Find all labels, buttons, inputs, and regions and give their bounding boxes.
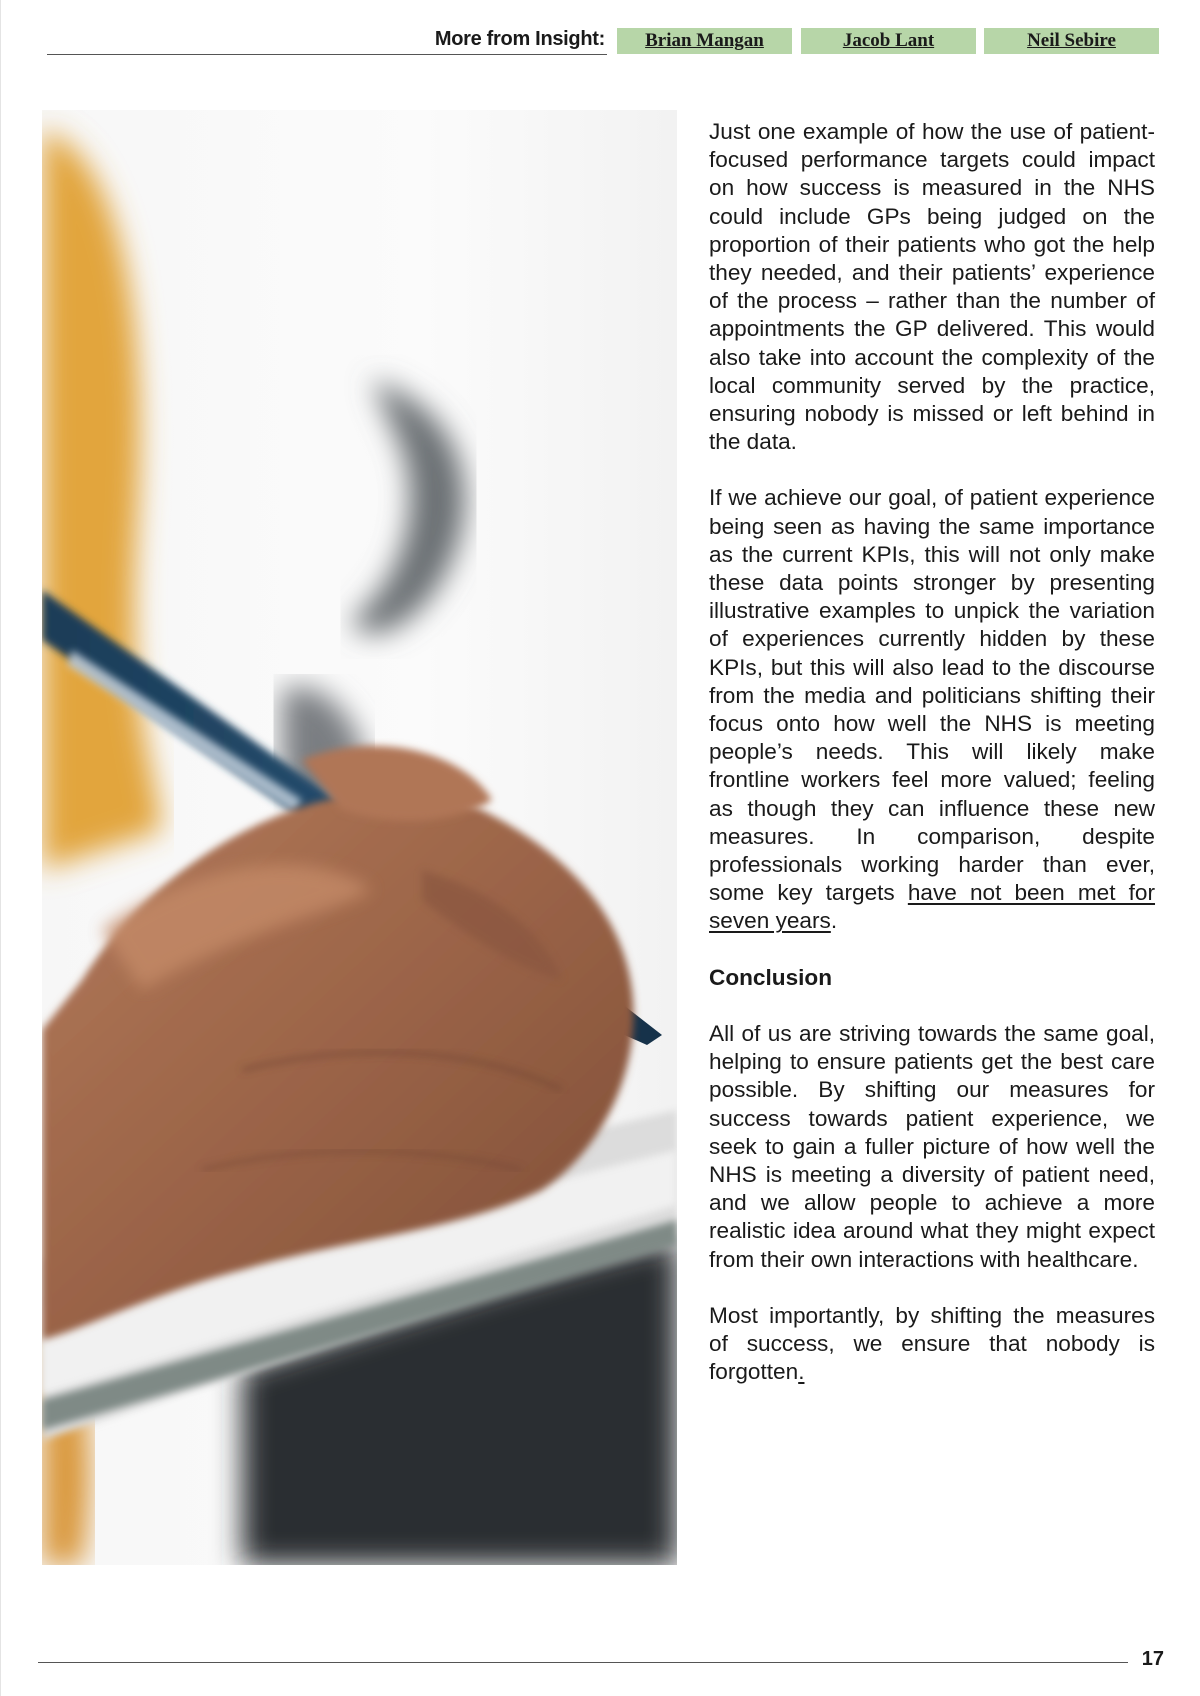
- page-edge: [0, 0, 1, 1696]
- paragraph-2-text: If we achieve our goal, of patient experience being seen as having the same importance as the current KPIs, this will not only make these data points stronger by presenting illustrative examples to unpick the variation of experiences currently hidden by these KPIs, but this will also lead to the discourse from the media and politicians shifting their focus onto how well the NHS is meeting people’s needs. This will likely make frontline workers feel more valued; feeling as though they can influence these new measures. In comparison, despite professionals working harder than ever, some key targets: [709, 485, 1155, 906]
- seven-years-link[interactable]: have not been met for seven years: [709, 880, 1156, 934]
- conclusion-heading: Conclusion: [709, 964, 833, 990]
- hand-writing-illustration: [42, 110, 677, 1565]
- article-body: [709, 118, 1155, 1414]
- more-from-insight-label: More from Insight:: [434, 28, 605, 50]
- paragraph-4-text: Most importantly, by shifting the measures of success, we ensure that nobody is forgotten: [709, 1302, 1155, 1385]
- paragraph-2-end: .: [830, 908, 838, 934]
- paragraph-3: All of us are striving towards the same goal, helping to ensure patients get the best care possible. By shifting our measures for success towards patient experience, we seek to gain a fuller picture of how well the NHS is meeting a diversity of patient need, and we allow people to achieve a more realistic idea around what they might expect from their own interactions with healthcare.: [709, 1020, 1155, 1272]
- paragraph-4: [709, 1302, 1155, 1387]
- paragraph-1: Just one example of how the use of patient-focused performance targets could impact on how success is measured in the NHS could include GPs being judged on the proportion of their patients who got the help they needed, and their patients’ experience of the process – rather than the number of appointments the GP delivered. This would also take into account the complexity of the local community served by the practice, ensuring nobody is missed or left behind in the data.: [709, 119, 1155, 455]
- final-period-link[interactable]: .: [798, 1359, 805, 1385]
- header-rule: [47, 54, 607, 55]
- author-tab-brian-mangan[interactable]: Brian Mangan: [617, 28, 792, 54]
- page-number: 17: [1141, 1648, 1164, 1670]
- paragraph-2: [709, 484, 1155, 935]
- author-tab-neil-sebire[interactable]: Neil Sebire: [984, 28, 1159, 54]
- footer-rule: [38, 1662, 1128, 1663]
- author-tab-jacob-lant[interactable]: Jacob Lant: [801, 28, 976, 54]
- hand-writing-photo: [42, 110, 677, 1565]
